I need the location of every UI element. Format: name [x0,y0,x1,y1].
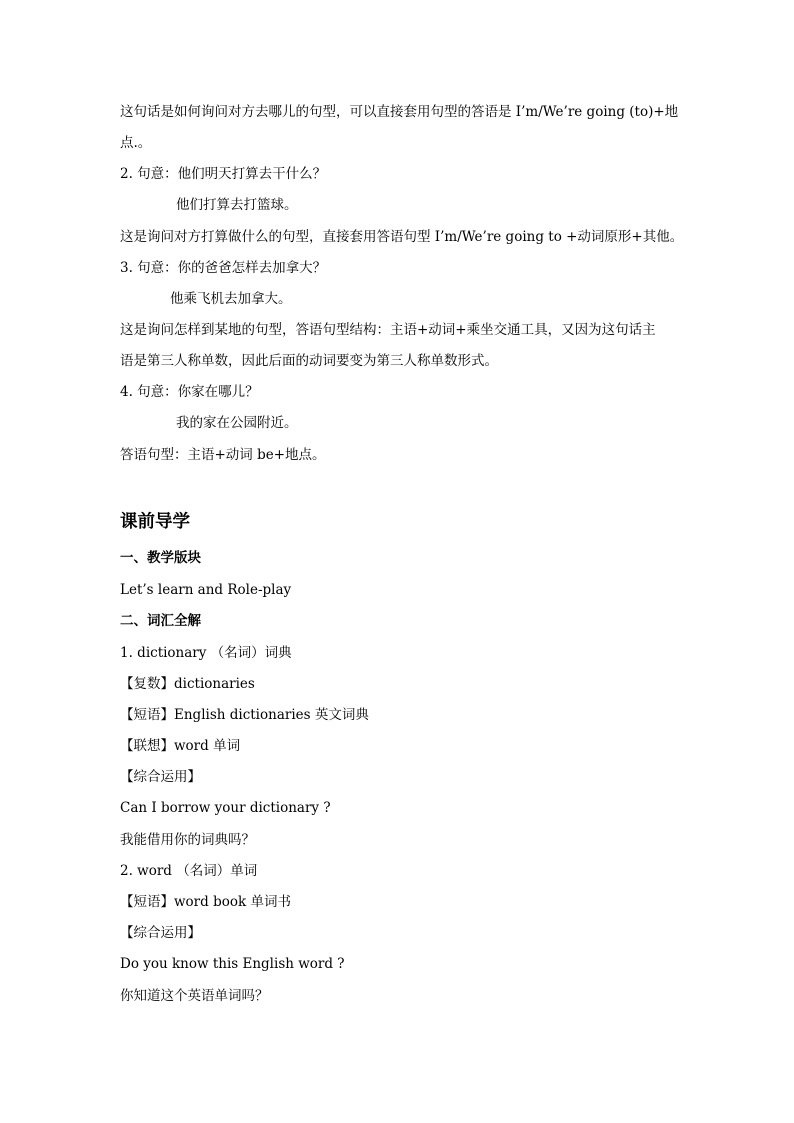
item-2-question: 2. 句意：他们明天打算去干什么？ [120,166,327,182]
item-3-explain-1: 这是询问怎样到某地的句型，答语句型结构：主语+动词+乘坐交通工具，又因为这句话主 [120,322,656,338]
part1-text: Let’s learn and Role-play [120,582,292,598]
item-2-answer: 他们打算去打篮球。 [176,197,298,213]
item-2-explain: 这是询问对方打算做什么的句型，直接套用答语句型 I’m/We’re going to +动词原形+其他。 [120,229,684,245]
item-3-question: 3. 句意：你的爸爸怎样去加拿大？ [120,260,327,276]
vocab-2-entry: 2. word （名词）单词 [120,863,258,879]
vocab-1-usage-zh: 我能借用你的词典吗？ [120,832,255,848]
vocab-2-phrase: 【短语】word book 单词书 [120,894,291,910]
item-4-answer: 我的家在公园附近。 [176,415,298,431]
part1-heading: 一、教学版块 [120,550,201,566]
vocab-1-plural: 【复数】dictionaries [120,676,255,692]
item-3-answer: 他乘飞机去加拿大。 [170,291,292,307]
vocab-1-entry: 1. dictionary （名词）词典 [120,645,292,661]
vocab-1-phrase: 【短语】English dictionaries 英文词典 [120,707,369,723]
section-title: 课前导学 [120,512,190,532]
vocab-1-usage-en: Can I borrow your dictionary ? [120,800,331,816]
vocab-1-assoc: 【联想】word 单词 [120,738,241,754]
intro-line-1: 这句话是如何询问对方去哪儿的句型，可以直接套用句型的答语是 I’m/We’re going (to)+地 [120,104,679,120]
item-4-question: 4. 句意：你家在哪儿？ [120,384,259,400]
vocab-1-usage-label: 【综合运用】 [120,769,201,785]
vocab-2-usage-en: Do you know this English word ? [120,956,345,972]
vocab-2-usage-zh: 你知道这个英语单词吗？ [120,988,269,1004]
item-4-explain: 答语句型：主语+动词 be+地点。 [120,447,326,463]
intro-line-2: 点.。 [120,135,152,151]
vocab-2-usage-label: 【综合运用】 [120,925,201,941]
part2-heading: 二、词汇全解 [120,613,201,629]
item-3-explain-2: 语是第三人称单数，因此后面的动词要变为第三人称单数形式。 [120,353,498,369]
